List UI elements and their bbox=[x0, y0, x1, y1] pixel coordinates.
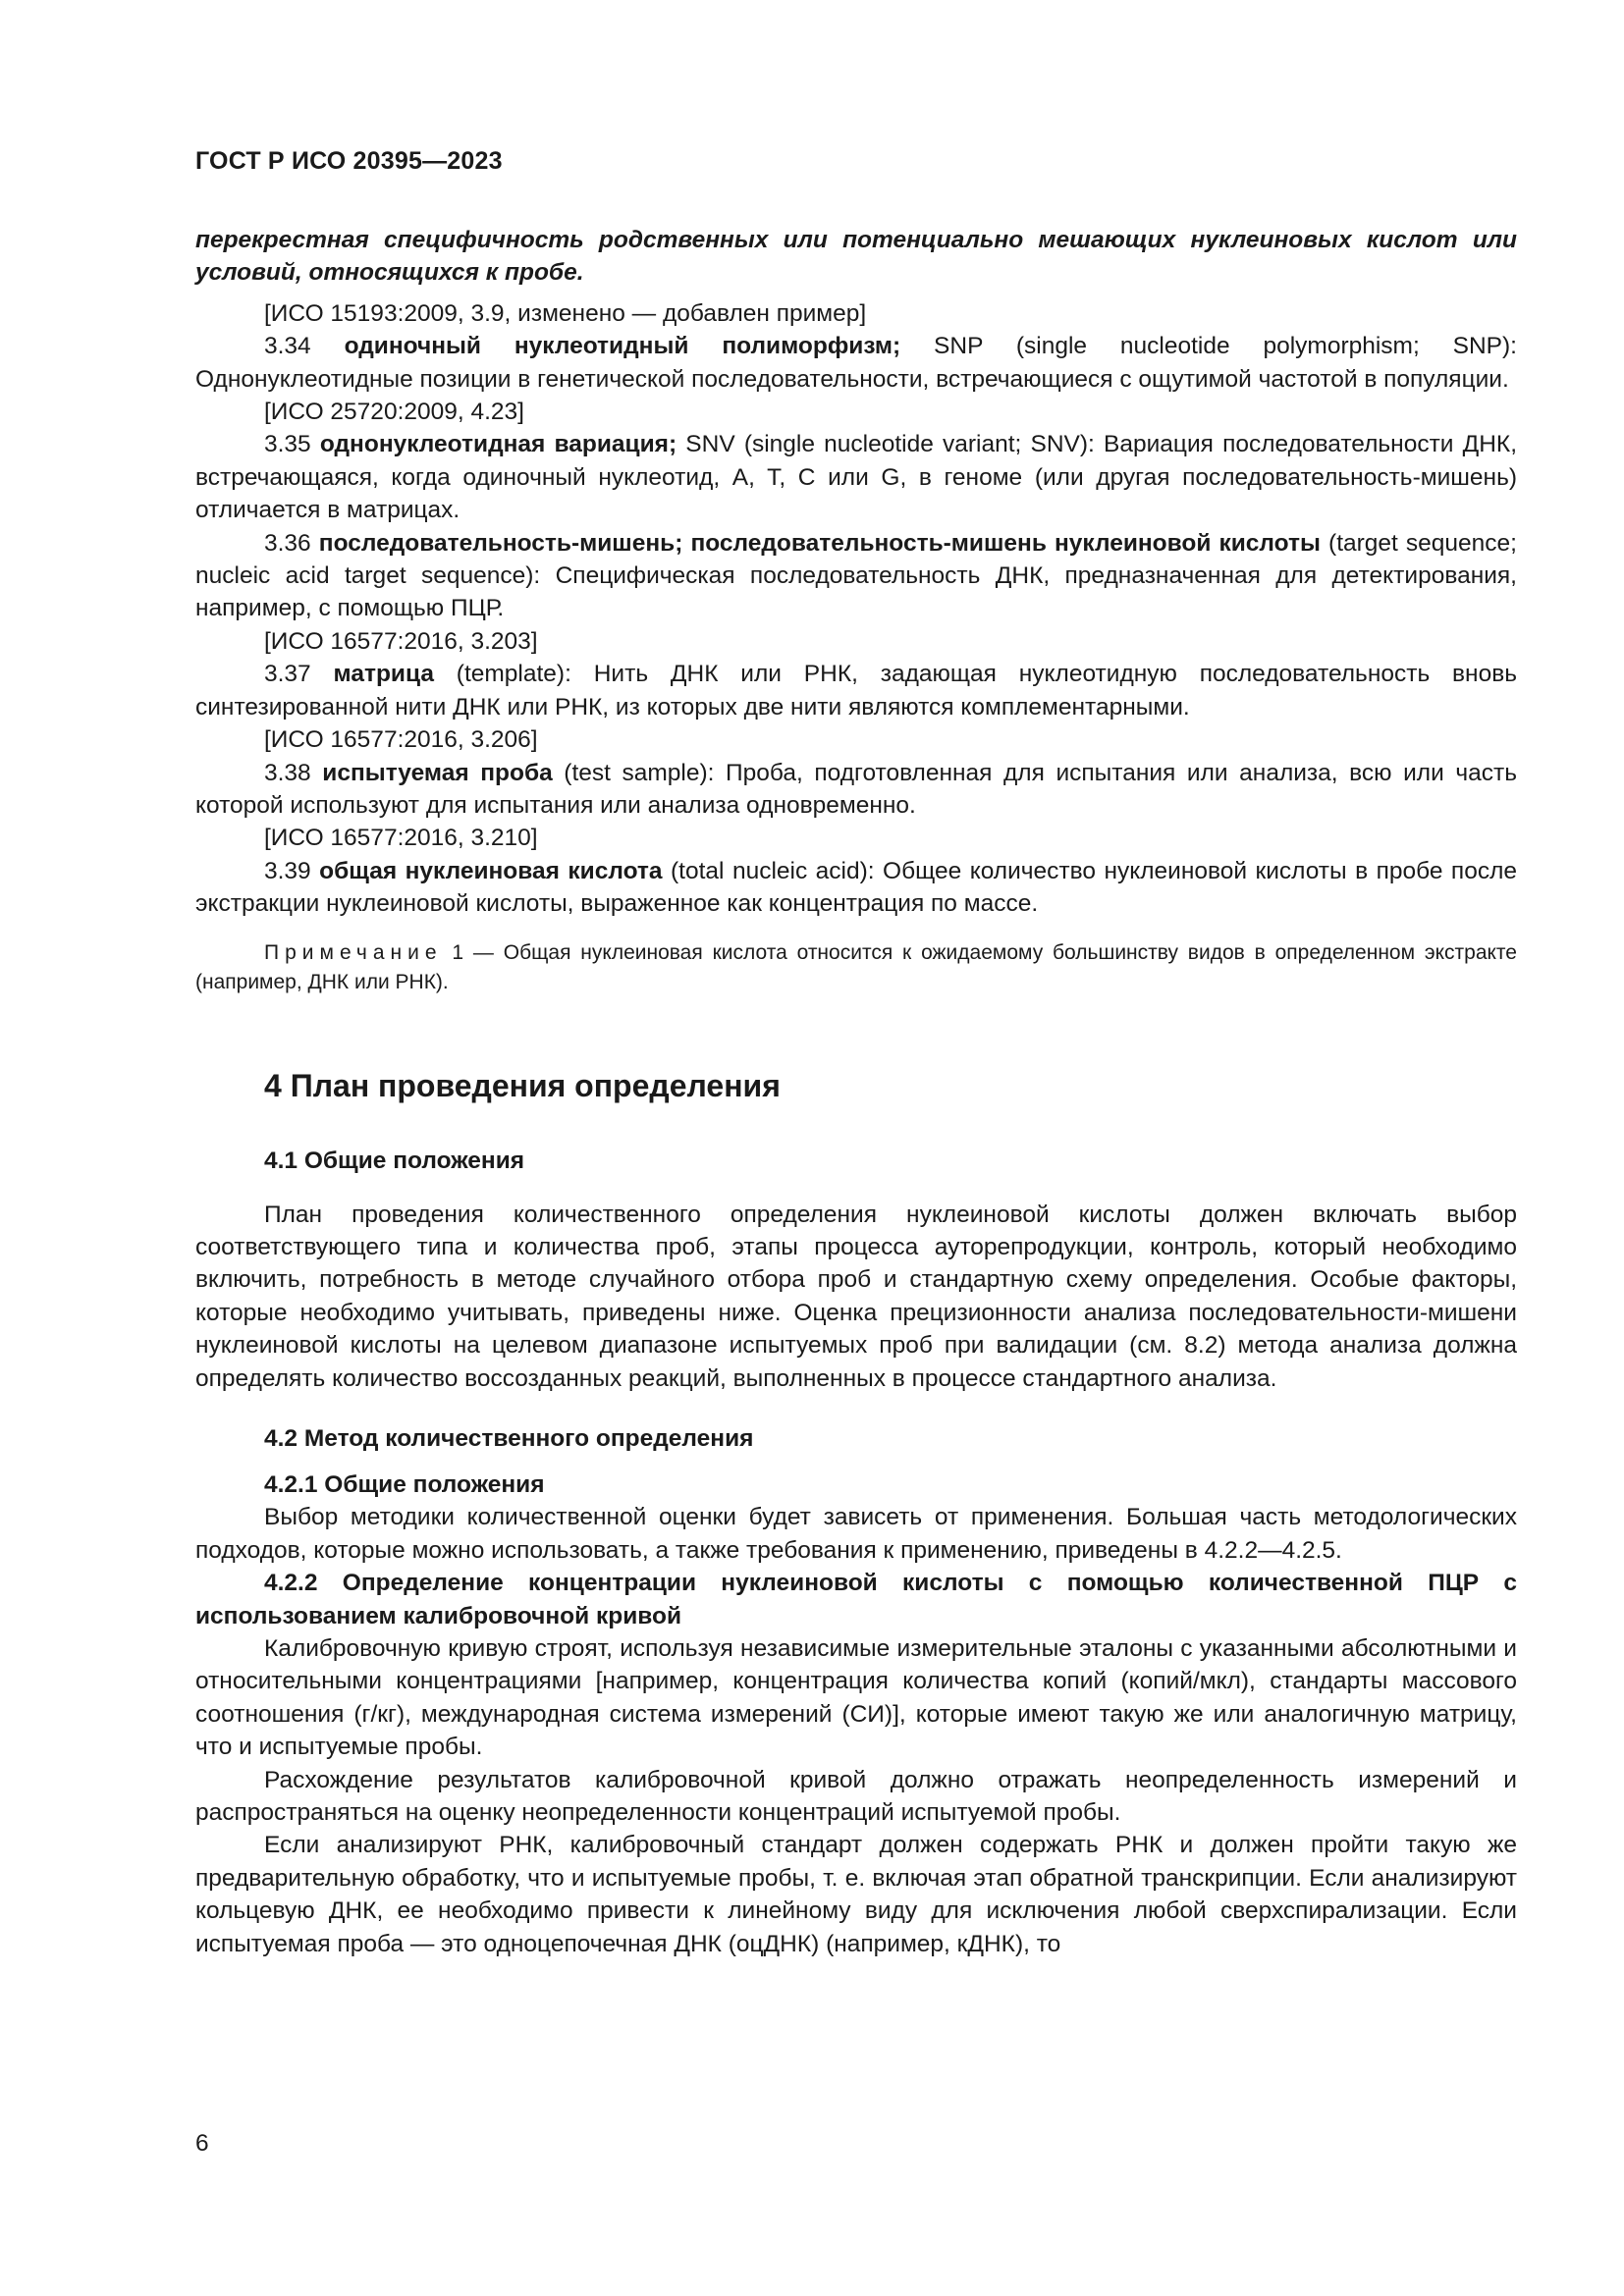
term-definition: SNV (single nucleotide variant; SNV): Вариация последовательности ДНК, встречающаяся, когда одиночный нуклеотид, A, T, C или G, в геноме (или другая последовательность-мишень) отличается в матрицах. bbox=[195, 431, 1518, 524]
paragraph-continuation: перекрестная специфичность родственных или потенциально мешающих нуклеиновых кислот или условий, относящихся к пробе. bbox=[195, 227, 1517, 287]
term-name: общая нуклеиновая кислота bbox=[319, 857, 663, 884]
term-definition: (template): Нить ДНК или РНК, задающая нуклеотидную последовательность вновь синтезированной нити ДНК или РНК, из которых две нити являются комплементарными. bbox=[195, 661, 1517, 721]
term-name: испытуемая проба bbox=[322, 759, 553, 786]
term-name: последовательность-мишень; последовательность-мишень нуклеиновой кислоты bbox=[318, 529, 1321, 557]
term-3-34 bbox=[195, 330, 1517, 396]
term-number: 3.34 bbox=[264, 333, 345, 360]
term-definition: (test sample): Проба, подготовленная для испытания или анализа, всю или часть которой используют для испытания или анализа одновременно. bbox=[195, 759, 1518, 819]
term-3-38 bbox=[195, 757, 1517, 823]
note-text: 1 — Общая нуклеиновая кислота относится к ожидаемому большинству видов в определенном экстракте (например, ДНК или РНК). bbox=[195, 940, 1517, 993]
document-header: ГОСТ Р ИСО 20395—2023 bbox=[195, 147, 503, 175]
term-number: 3.38 bbox=[264, 759, 323, 786]
note bbox=[195, 938, 1517, 997]
section-4-1-text: План проведения количественного определения нуклеиновой кислоты должен включать выбор соответствующего типа и количества проб, этапы процесса ауторепродукции, контроль, который необходимо включить, потребность в методе случайного отбора проб и стандартную схему определения. Особые факторы, которые необходимо учитывать, приведены ниже. Оценка прецизионности анализа последовательности-мишени нуклеиновой кислоты на целевом диапазоне испытуемых проб при валидации (см. 8.2) метода анализа должна определять количество воссозданных реакций, выполненных в процессе стандартного анализа. bbox=[195, 1201, 1517, 1392]
term-3-35 bbox=[195, 428, 1517, 526]
term-definition: (target sequence; nucleic acid target sequence): Специфическая последовательность ДНК, предназначенная для детектирования, например, с помощью ПЦР. bbox=[195, 529, 1517, 622]
source-reference: [ИСО 16577:2016, 3.210] bbox=[264, 825, 538, 852]
source-reference: [ИСО 16577:2016, 3.206] bbox=[264, 726, 538, 754]
section-4-2-1-heading: 4.2.1 Общие положения bbox=[264, 1470, 545, 1498]
term-3-36 bbox=[195, 527, 1517, 625]
term-number: 3.36 bbox=[264, 529, 319, 557]
term-name: одиночный нуклеотидный полиморфизм; bbox=[344, 333, 901, 360]
page-number: 6 bbox=[195, 2130, 209, 2157]
section-4-2-heading: 4.2 Метод количественного определения bbox=[264, 1424, 754, 1452]
source-reference: [ИСО 25720:2009, 4.23] bbox=[264, 399, 524, 426]
term-name: однонуклеотидная вариация; bbox=[319, 431, 677, 458]
term-name: матрица bbox=[333, 661, 434, 688]
note-label: Примечание bbox=[264, 940, 443, 964]
source-reference: [ИСО 15193:2009, 3.9, изменено — добавлен пример] bbox=[264, 299, 867, 327]
term-3-37 bbox=[195, 658, 1517, 723]
section-4-1-heading: 4.1 Общие положения bbox=[264, 1147, 525, 1174]
term-number: 3.35 bbox=[264, 431, 320, 458]
document-body bbox=[195, 224, 1517, 1960]
source-reference: [ИСО 16577:2016, 3.203] bbox=[264, 627, 538, 655]
term-3-39 bbox=[195, 855, 1517, 921]
section-4-2-1-text: Выбор методики количественной оценки будет зависеть от применения. Большая часть методологических подходов, которые можно использовать, а также требования к применению, приведены в 4.2.2—4.2.5. bbox=[195, 1504, 1517, 1564]
term-definition: SNP (single nucleotide polymorphism; SNP): Однонуклеотидные позиции в генетической последовательности, встречающиеся с ощутимой частотой в популяции. bbox=[195, 333, 1517, 393]
term-number: 3.37 bbox=[264, 661, 334, 688]
section-4-2-2-heading: 4.2.2 Определение концентрации нуклеиновой кислоты с помощью количественной ПЦР с использованием калибровочной кривой bbox=[195, 1570, 1517, 1629]
section-4-2-2-paragraph-3: Если анализируют РНК, калибровочный стандарт должен содержать РНК и должен пройти такую же предварительную обработку, что и испытуемые пробы, т. е. включая этап обратной транскрипции. Если анализируют кольцевую ДНК, ее необходимо привести к линейному виду для исключения любой сверхспирализации. Если испытуемая проба — это одноцепочечная ДНК (оцДНК) (например, кДНК), то bbox=[195, 1832, 1517, 1957]
section-4-2-2-paragraph-1: Калибровочную кривую строят, используя независимые измерительные эталоны с указанными абсолютными и относительными концентрациями [например, концентрация количества копий (копий/мкл), стандарты массового соотношения (г/кг), международная система измерений (СИ)], которые имеют такую же или аналогичную матрицу, что и испытуемые пробы. bbox=[195, 1635, 1517, 1761]
term-number: 3.39 bbox=[264, 857, 320, 884]
section-4-heading: 4 План проведения определения bbox=[264, 1067, 781, 1103]
term-definition: (total nucleic acid): Общее количество нуклеиновой кислоты в пробе после экстракции нуклеиновой кислоты, выраженное как концентрация по массе. bbox=[195, 857, 1517, 918]
section-4-2-2-paragraph-2: Расхождение результатов калибровочной кривой должно отражать неопределенность измерений и распространяться на оценку неопределенности концентраций испытуемой пробы. bbox=[195, 1766, 1517, 1827]
